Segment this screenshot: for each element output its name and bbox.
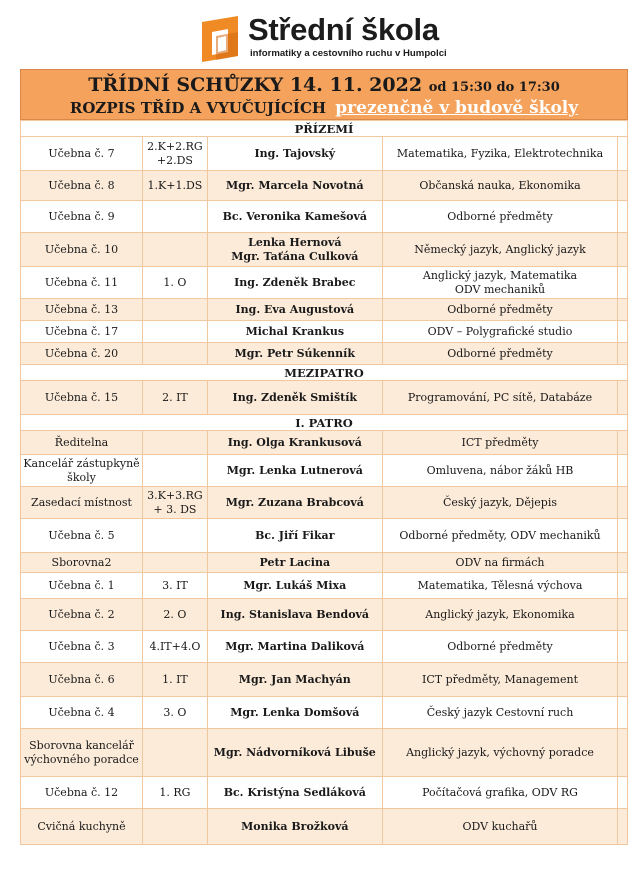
table-row	[21, 321, 628, 343]
schedule-table	[20, 120, 628, 845]
teacher-cell: Mgr. Zuzana Brabcová	[207, 487, 382, 519]
teacher-cell: Ing. Tajovský	[207, 137, 382, 171]
subjects-cell: Anglický jazyk, výchovný poradce	[382, 729, 617, 777]
table-row	[21, 233, 628, 267]
spacer-cell	[618, 553, 628, 573]
subjects-cell: Odborné předměty	[382, 299, 617, 321]
header-highlight: prezenčně v budově školy	[335, 98, 579, 118]
header-subtitle: ROZPIS TŘÍD A VYUČUJÍCÍCH	[69, 99, 327, 117]
subjects-cell: Matematika, Fyzika, Elektrotechnika	[382, 137, 617, 171]
table-row	[21, 431, 628, 455]
room-cell: Učebna č. 4	[21, 697, 143, 729]
subjects-cell: Občanská nauka, Ekonomika	[382, 171, 617, 201]
teacher-cell: Michal Krankus	[207, 321, 382, 343]
section-title: I. PATRO	[21, 415, 628, 431]
subjects-cell: ODV kuchařů	[382, 809, 617, 845]
room-cell: Sborovna kancelář výchovného poradce	[21, 729, 143, 777]
classes-cell	[143, 233, 208, 267]
spacer-cell	[618, 171, 628, 201]
school-name: Střední škola	[248, 12, 439, 47]
spacer-cell	[618, 487, 628, 519]
subjects-cell: Německý jazyk, Anglický jazyk	[382, 233, 617, 267]
spacer-cell	[618, 729, 628, 777]
classes-cell	[143, 431, 208, 455]
subjects-cell: Odborné předměty, ODV mechaniků	[382, 519, 617, 553]
spacer-cell	[618, 267, 628, 299]
room-cell: Ředitelna	[21, 431, 143, 455]
table-row	[21, 267, 628, 299]
teacher-cell: Monika Brožková	[207, 809, 382, 845]
teacher-cell: Petr Lacina	[207, 553, 382, 573]
teacher-cell: Mgr. Martina Daliková	[207, 631, 382, 663]
table-row	[21, 455, 628, 487]
table-row	[21, 809, 628, 845]
room-cell: Učebna č. 20	[21, 343, 143, 365]
teacher-cell: Bc. Kristýna Sedláková	[207, 777, 382, 809]
spacer-cell	[618, 697, 628, 729]
classes-cell	[143, 343, 208, 365]
school-subtitle: informatiky a cestovního ruchu v Humpolci	[250, 48, 447, 59]
subjects-cell: Odborné předměty	[382, 201, 617, 233]
teacher-cell: Bc. Veronika Kamešová	[207, 201, 382, 233]
table-row	[21, 697, 628, 729]
spacer-cell	[618, 201, 628, 233]
teacher-cell: Mgr. Nádvorníková Libuše	[207, 729, 382, 777]
classes-cell: 3.K+3.RG + 3. DS	[143, 487, 208, 519]
section-header-row	[21, 365, 628, 381]
table-row	[21, 343, 628, 365]
teacher-cell: Mgr. Marcela Novotná	[207, 171, 382, 201]
subjects-cell: Odborné předměty	[382, 343, 617, 365]
room-cell: Učebna č. 3	[21, 631, 143, 663]
section-header-row	[21, 415, 628, 431]
teacher-cell: Bc. Jiří Fikar	[207, 519, 382, 553]
schedule-header	[20, 69, 628, 120]
room-cell: Sborovna2	[21, 553, 143, 573]
classes-cell: 1. IT	[143, 663, 208, 697]
room-cell: Učebna č. 12	[21, 777, 143, 809]
subjects-cell: ODV na firmách	[382, 553, 617, 573]
table-row	[21, 201, 628, 233]
table-row	[21, 631, 628, 663]
teacher-cell: Ing. Zdeněk Smištík	[207, 381, 382, 415]
spacer-cell	[618, 343, 628, 365]
teacher-cell: Mgr. Lenka Lutnerová	[207, 455, 382, 487]
subjects-cell: Počítačová grafika, ODV RG	[382, 777, 617, 809]
spacer-cell	[618, 299, 628, 321]
subjects-cell: Anglický jazyk, Matematika ODV mechaniků	[382, 267, 617, 299]
classes-cell: 1. O	[143, 267, 208, 299]
spacer-cell	[618, 663, 628, 697]
table-row	[21, 381, 628, 415]
classes-cell: 2. O	[143, 599, 208, 631]
classes-cell	[143, 553, 208, 573]
room-cell: Učebna č. 15	[21, 381, 143, 415]
spacer-cell	[618, 455, 628, 487]
section-title: PŘÍZEMÍ	[21, 121, 628, 137]
table-row	[21, 573, 628, 599]
classes-cell	[143, 519, 208, 553]
subjects-cell: Omluvena, nábor žáků HB	[382, 455, 617, 487]
table-row	[21, 299, 628, 321]
room-cell: Učebna č. 17	[21, 321, 143, 343]
table-row	[21, 553, 628, 573]
classes-cell	[143, 299, 208, 321]
teacher-cell: Ing. Eva Augustová	[207, 299, 382, 321]
classes-cell: 1.K+1.DS	[143, 171, 208, 201]
subjects-cell: Český jazyk, Dějepis	[382, 487, 617, 519]
school-logo	[198, 14, 458, 62]
classes-cell	[143, 201, 208, 233]
room-cell: Učebna č. 5	[21, 519, 143, 553]
spacer-cell	[618, 233, 628, 267]
schedule-body	[21, 121, 628, 845]
teacher-cell: Ing. Olga Krankusová	[207, 431, 382, 455]
teacher-cell: Mgr. Lukáš Mixa	[207, 573, 382, 599]
subjects-cell: Český jazyk Cestovní ruch	[382, 697, 617, 729]
school-logo-icon	[198, 16, 242, 62]
room-cell: Učebna č. 11	[21, 267, 143, 299]
room-cell: Učebna č. 2	[21, 599, 143, 631]
spacer-cell	[618, 431, 628, 455]
room-cell: Učebna č. 6	[21, 663, 143, 697]
room-cell: Kancelář zástupkyně školy	[21, 455, 143, 487]
table-row	[21, 599, 628, 631]
teacher-cell: Lenka Hernová Mgr. Taťána Culková	[207, 233, 382, 267]
table-row	[21, 171, 628, 201]
table-row	[21, 729, 628, 777]
table-row	[21, 487, 628, 519]
classes-cell: 3. IT	[143, 573, 208, 599]
teacher-cell: Ing. Zdeněk Brabec	[207, 267, 382, 299]
classes-cell	[143, 321, 208, 343]
room-cell: Učebna č. 7	[21, 137, 143, 171]
room-cell: Učebna č. 9	[21, 201, 143, 233]
spacer-cell	[618, 631, 628, 663]
spacer-cell	[618, 519, 628, 553]
subjects-cell: ICT předměty	[382, 431, 617, 455]
classes-cell: 3. O	[143, 697, 208, 729]
teacher-cell: Mgr. Petr Súkenník	[207, 343, 382, 365]
table-row	[21, 777, 628, 809]
spacer-cell	[618, 809, 628, 845]
table-row	[21, 519, 628, 553]
spacer-cell	[618, 137, 628, 171]
classes-cell	[143, 455, 208, 487]
section-title: MEZIPATRO	[21, 365, 628, 381]
classes-cell: 2.K+2.RG +2.DS	[143, 137, 208, 171]
room-cell: Učebna č. 1	[21, 573, 143, 599]
subjects-cell: Anglický jazyk, Ekonomika	[382, 599, 617, 631]
teacher-cell: Mgr. Lenka Domšová	[207, 697, 382, 729]
spacer-cell	[618, 381, 628, 415]
teacher-cell: Ing. Stanislava Bendová	[207, 599, 382, 631]
header-title-line	[21, 74, 627, 96]
room-cell: Zasedací místnost	[21, 487, 143, 519]
spacer-cell	[618, 573, 628, 599]
classes-cell	[143, 729, 208, 777]
room-cell: Učebna č. 13	[21, 299, 143, 321]
table-row	[21, 137, 628, 171]
spacer-cell	[618, 599, 628, 631]
classes-cell: 2. IT	[143, 381, 208, 415]
header-title: TŘÍDNÍ SCHŮZKY 14. 11. 2022	[88, 74, 423, 96]
classes-cell: 4.IT+4.O	[143, 631, 208, 663]
subjects-cell: ODV – Polygrafické studio	[382, 321, 617, 343]
subjects-cell: Programování, PC sítě, Databáze	[382, 381, 617, 415]
spacer-cell	[618, 777, 628, 809]
table-row	[21, 663, 628, 697]
classes-cell	[143, 809, 208, 845]
subjects-cell: Odborné předměty	[382, 631, 617, 663]
section-header-row	[21, 121, 628, 137]
header-time: od 15:30 do 17:30	[428, 80, 560, 95]
classes-cell: 1. RG	[143, 777, 208, 809]
room-cell: Učebna č. 10	[21, 233, 143, 267]
spacer-cell	[618, 321, 628, 343]
subjects-cell: ICT předměty, Management	[382, 663, 617, 697]
teacher-cell: Mgr. Jan Machyán	[207, 663, 382, 697]
room-cell: Učebna č. 8	[21, 171, 143, 201]
subjects-cell: Matematika, Tělesná výchova	[382, 573, 617, 599]
room-cell: Cvičná kuchyně	[21, 809, 143, 845]
header-subtitle-line	[21, 98, 627, 118]
